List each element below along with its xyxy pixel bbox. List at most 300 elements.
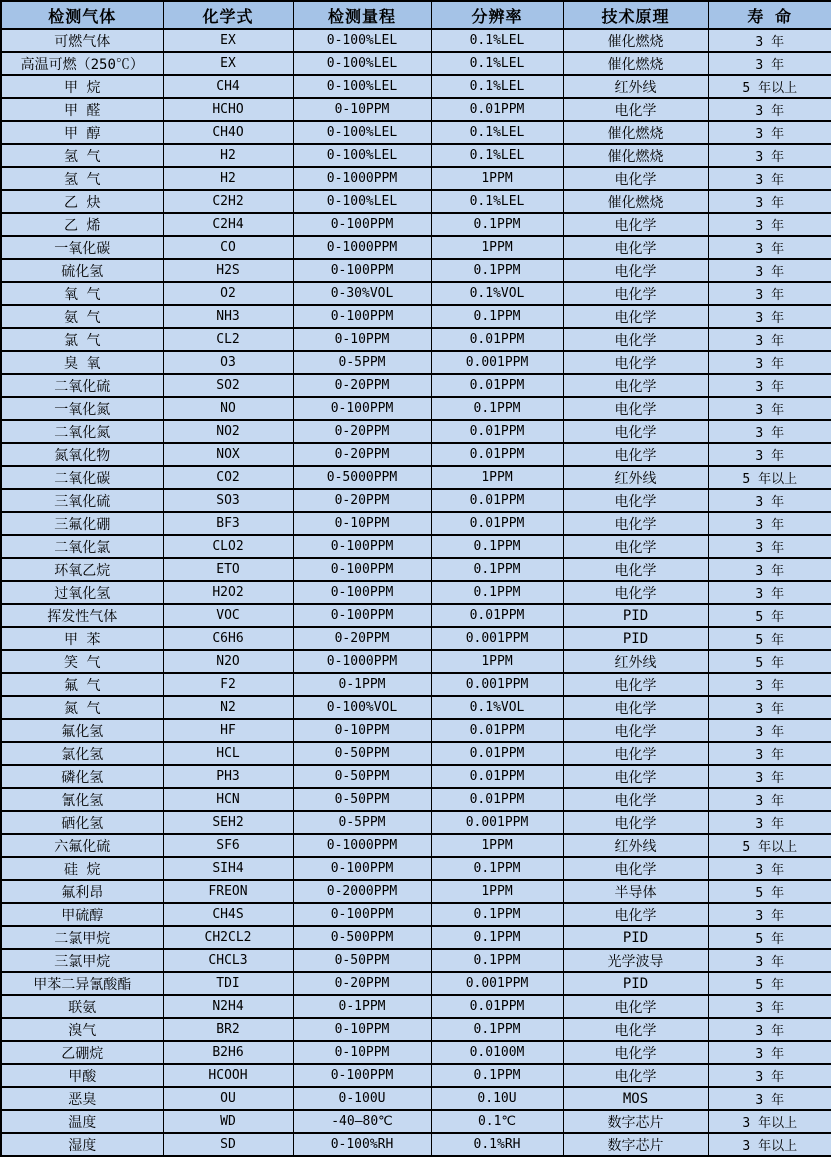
cell-resolution: 1PPM xyxy=(431,834,563,857)
cell-chemical-formula: C2H2 xyxy=(163,190,293,213)
cell-technology-principle: 数字芯片 xyxy=(563,1133,708,1156)
cell-chemical-formula: HF xyxy=(163,719,293,742)
cell-detection-range: 0-50PPM xyxy=(293,742,431,765)
cell-detection-range: 0-1PPM xyxy=(293,995,431,1018)
cell-resolution: 0.01PPM xyxy=(431,420,563,443)
cell-chemical-formula: NO xyxy=(163,397,293,420)
cell-detection-range: 0-100PPM xyxy=(293,581,431,604)
cell-lifespan: 3 年 xyxy=(708,29,831,52)
cell-resolution: 0.1℃ xyxy=(431,1110,563,1133)
table-row xyxy=(1,650,831,673)
table-row xyxy=(1,443,831,466)
cell-chemical-formula: PH3 xyxy=(163,765,293,788)
cell-resolution: 0.01PPM xyxy=(431,604,563,627)
cell-resolution: 0.1PPM xyxy=(431,1064,563,1087)
cell-technology-principle: 电化学 xyxy=(563,236,708,259)
cell-detection-range: 0-100PPM xyxy=(293,213,431,236)
cell-lifespan: 3 年 xyxy=(708,98,831,121)
cell-technology-principle: 电化学 xyxy=(563,811,708,834)
table-row xyxy=(1,742,831,765)
cell-chemical-formula: HCL xyxy=(163,742,293,765)
cell-technology-principle: 红外线 xyxy=(563,466,708,489)
cell-lifespan: 3 年 xyxy=(708,121,831,144)
cell-resolution: 0.1PPM xyxy=(431,581,563,604)
cell-lifespan: 3 年 xyxy=(708,903,831,926)
cell-gas-name: 乙 烯 xyxy=(1,213,163,236)
cell-detection-range: 0-500PPM xyxy=(293,926,431,949)
table-row xyxy=(1,995,831,1018)
table-row xyxy=(1,167,831,190)
cell-detection-range: 0-100%LEL xyxy=(293,190,431,213)
table-header xyxy=(1,1,831,29)
table-row xyxy=(1,1041,831,1064)
cell-lifespan: 3 年 xyxy=(708,673,831,696)
table-row xyxy=(1,696,831,719)
cell-lifespan: 3 年 xyxy=(708,489,831,512)
cell-lifespan: 5 年以上 xyxy=(708,834,831,857)
cell-lifespan: 3 年 xyxy=(708,374,831,397)
cell-lifespan: 3 年 xyxy=(708,52,831,75)
cell-lifespan: 3 年 xyxy=(708,696,831,719)
cell-chemical-formula: SIH4 xyxy=(163,857,293,880)
cell-technology-principle: MOS xyxy=(563,1087,708,1110)
cell-chemical-formula: O2 xyxy=(163,282,293,305)
table-row xyxy=(1,144,831,167)
cell-detection-range: 0-100%LEL xyxy=(293,75,431,98)
cell-chemical-formula: BR2 xyxy=(163,1018,293,1041)
table-row xyxy=(1,98,831,121)
cell-lifespan: 5 年 xyxy=(708,926,831,949)
cell-chemical-formula: CO2 xyxy=(163,466,293,489)
table-row xyxy=(1,765,831,788)
cell-detection-range: 0-1000PPM xyxy=(293,236,431,259)
cell-technology-principle: 电化学 xyxy=(563,282,708,305)
table-row xyxy=(1,857,831,880)
cell-resolution: 0.1PPM xyxy=(431,857,563,880)
cell-detection-range: 0-5000PPM xyxy=(293,466,431,489)
cell-detection-range: 0-10PPM xyxy=(293,719,431,742)
table-row xyxy=(1,719,831,742)
cell-resolution: 0.1PPM xyxy=(431,1018,563,1041)
cell-gas-name: 硫化氢 xyxy=(1,259,163,282)
cell-detection-range: 0-1000PPM xyxy=(293,167,431,190)
cell-technology-principle: 电化学 xyxy=(563,857,708,880)
table-row xyxy=(1,558,831,581)
cell-gas-name: 乙硼烷 xyxy=(1,1041,163,1064)
cell-technology-principle: 电化学 xyxy=(563,995,708,1018)
cell-chemical-formula: H2 xyxy=(163,167,293,190)
cell-technology-principle: 电化学 xyxy=(563,213,708,236)
cell-lifespan: 3 年 xyxy=(708,719,831,742)
cell-lifespan: 3 年 xyxy=(708,1087,831,1110)
cell-resolution: 1PPM xyxy=(431,236,563,259)
header-technology-principle: 技术原理 xyxy=(563,1,708,29)
cell-technology-principle: 电化学 xyxy=(563,788,708,811)
cell-gas-name: 甲 醇 xyxy=(1,121,163,144)
cell-chemical-formula: SEH2 xyxy=(163,811,293,834)
table-row xyxy=(1,236,831,259)
cell-detection-range: 0-100%LEL xyxy=(293,121,431,144)
cell-chemical-formula: SO2 xyxy=(163,374,293,397)
cell-chemical-formula: O3 xyxy=(163,351,293,374)
cell-chemical-formula: EX xyxy=(163,52,293,75)
cell-resolution: 0.1%LEL xyxy=(431,29,563,52)
table-row xyxy=(1,328,831,351)
cell-gas-name: 氢 气 xyxy=(1,167,163,190)
cell-resolution: 0.1PPM xyxy=(431,558,563,581)
table-row xyxy=(1,834,831,857)
cell-detection-range: 0-10PPM xyxy=(293,98,431,121)
cell-gas-name: 臭 氧 xyxy=(1,351,163,374)
cell-detection-range: 0-20PPM xyxy=(293,627,431,650)
cell-resolution: 0.1%LEL xyxy=(431,190,563,213)
cell-gas-name: 氯 气 xyxy=(1,328,163,351)
cell-technology-principle: 电化学 xyxy=(563,558,708,581)
cell-chemical-formula: OU xyxy=(163,1087,293,1110)
cell-detection-range: 0-50PPM xyxy=(293,949,431,972)
table-row xyxy=(1,1133,831,1156)
cell-lifespan: 3 年 xyxy=(708,144,831,167)
cell-detection-range: 0-100PPM xyxy=(293,397,431,420)
cell-gas-name: 笑 气 xyxy=(1,650,163,673)
cell-lifespan: 5 年 xyxy=(708,627,831,650)
cell-chemical-formula: HCOOH xyxy=(163,1064,293,1087)
cell-lifespan: 3 年 xyxy=(708,282,831,305)
cell-lifespan: 5 年 xyxy=(708,880,831,903)
cell-detection-range: 0-100PPM xyxy=(293,305,431,328)
cell-technology-principle: PID xyxy=(563,627,708,650)
cell-resolution: 0.10U xyxy=(431,1087,563,1110)
cell-gas-name: 磷化氢 xyxy=(1,765,163,788)
cell-chemical-formula: N2H4 xyxy=(163,995,293,1018)
cell-chemical-formula: CH2CL2 xyxy=(163,926,293,949)
table-row xyxy=(1,880,831,903)
cell-gas-name: 湿度 xyxy=(1,1133,163,1156)
table-row xyxy=(1,213,831,236)
header-resolution: 分辨率 xyxy=(431,1,563,29)
cell-gas-name: 氟化氢 xyxy=(1,719,163,742)
table-row xyxy=(1,374,831,397)
table-row xyxy=(1,512,831,535)
cell-gas-name: 恶臭 xyxy=(1,1087,163,1110)
cell-resolution: 0.1PPM xyxy=(431,305,563,328)
cell-detection-range: 0-10PPM xyxy=(293,512,431,535)
cell-technology-principle: 电化学 xyxy=(563,374,708,397)
cell-resolution: 0.01PPM xyxy=(431,374,563,397)
cell-gas-name: 氨 气 xyxy=(1,305,163,328)
cell-technology-principle: 电化学 xyxy=(563,535,708,558)
table-row xyxy=(1,420,831,443)
cell-gas-name: 甲硫醇 xyxy=(1,903,163,926)
cell-detection-range: 0-10PPM xyxy=(293,1018,431,1041)
cell-resolution: 0.1%LEL xyxy=(431,75,563,98)
table-row xyxy=(1,949,831,972)
cell-chemical-formula: N2O xyxy=(163,650,293,673)
cell-resolution: 0.1PPM xyxy=(431,259,563,282)
cell-detection-range: 0-100%VOL xyxy=(293,696,431,719)
cell-resolution: 0.0100M xyxy=(431,1041,563,1064)
cell-resolution: 0.001PPM xyxy=(431,972,563,995)
cell-technology-principle: 催化燃烧 xyxy=(563,144,708,167)
cell-gas-name: 氮 气 xyxy=(1,696,163,719)
table-row xyxy=(1,190,831,213)
cell-chemical-formula: CLO2 xyxy=(163,535,293,558)
cell-technology-principle: 红外线 xyxy=(563,834,708,857)
cell-resolution: 0.001PPM xyxy=(431,627,563,650)
cell-resolution: 0.001PPM xyxy=(431,673,563,696)
table-row xyxy=(1,604,831,627)
table-row xyxy=(1,811,831,834)
cell-detection-range: -40—80℃ xyxy=(293,1110,431,1133)
cell-detection-range: 0-20PPM xyxy=(293,374,431,397)
cell-lifespan: 5 年以上 xyxy=(708,75,831,98)
cell-gas-name: 二氧化硫 xyxy=(1,374,163,397)
cell-technology-principle: 电化学 xyxy=(563,1018,708,1041)
cell-lifespan: 3 年 xyxy=(708,581,831,604)
cell-resolution: 0.1PPM xyxy=(431,926,563,949)
table-row xyxy=(1,903,831,926)
cell-lifespan: 3 年 xyxy=(708,1064,831,1087)
cell-resolution: 0.01PPM xyxy=(431,489,563,512)
cell-gas-name: 甲苯二异氰酸酯 xyxy=(1,972,163,995)
cell-technology-principle: 电化学 xyxy=(563,1064,708,1087)
cell-gas-name: 氰化氢 xyxy=(1,788,163,811)
cell-lifespan: 3 年 xyxy=(708,857,831,880)
cell-gas-name: 挥发性气体 xyxy=(1,604,163,627)
cell-detection-range: 0-1000PPM xyxy=(293,650,431,673)
table-row xyxy=(1,466,831,489)
cell-chemical-formula: EX xyxy=(163,29,293,52)
table-row xyxy=(1,535,831,558)
cell-gas-name: 氧 气 xyxy=(1,282,163,305)
cell-lifespan: 3 年 xyxy=(708,788,831,811)
cell-resolution: 0.1%RH xyxy=(431,1133,563,1156)
cell-technology-principle: PID xyxy=(563,604,708,627)
cell-chemical-formula: HCN xyxy=(163,788,293,811)
cell-resolution: 0.01PPM xyxy=(431,719,563,742)
cell-detection-range: 0-100%LEL xyxy=(293,144,431,167)
table-row xyxy=(1,673,831,696)
cell-technology-principle: 催化燃烧 xyxy=(563,121,708,144)
cell-gas-name: 二氧化氮 xyxy=(1,420,163,443)
cell-resolution: 0.01PPM xyxy=(431,512,563,535)
cell-gas-name: 氮氧化物 xyxy=(1,443,163,466)
cell-chemical-formula: CL2 xyxy=(163,328,293,351)
cell-chemical-formula: SD xyxy=(163,1133,293,1156)
cell-gas-name: 三氟化硼 xyxy=(1,512,163,535)
cell-lifespan: 3 年 xyxy=(708,259,831,282)
cell-detection-range: 0-5PPM xyxy=(293,351,431,374)
cell-detection-range: 0-50PPM xyxy=(293,788,431,811)
cell-gas-name: 三氧化硫 xyxy=(1,489,163,512)
cell-chemical-formula: TDI xyxy=(163,972,293,995)
cell-lifespan: 3 年 xyxy=(708,236,831,259)
cell-lifespan: 3 年 xyxy=(708,558,831,581)
table-row xyxy=(1,29,831,52)
cell-detection-range: 0-20PPM xyxy=(293,489,431,512)
cell-technology-principle: 电化学 xyxy=(563,420,708,443)
table-row xyxy=(1,282,831,305)
cell-technology-principle: 催化燃烧 xyxy=(563,29,708,52)
cell-resolution: 1PPM xyxy=(431,466,563,489)
cell-resolution: 0.001PPM xyxy=(431,811,563,834)
cell-technology-principle: 电化学 xyxy=(563,696,708,719)
cell-resolution: 0.1%LEL xyxy=(431,52,563,75)
cell-technology-principle: 红外线 xyxy=(563,650,708,673)
cell-detection-range: 0-100PPM xyxy=(293,1064,431,1087)
cell-technology-principle: 电化学 xyxy=(563,98,708,121)
table-row xyxy=(1,305,831,328)
cell-resolution: 0.001PPM xyxy=(431,351,563,374)
cell-chemical-formula: WD xyxy=(163,1110,293,1133)
cell-resolution: 1PPM xyxy=(431,880,563,903)
cell-gas-name: 联氨 xyxy=(1,995,163,1018)
cell-gas-name: 乙 炔 xyxy=(1,190,163,213)
cell-technology-principle: 催化燃烧 xyxy=(563,190,708,213)
cell-detection-range: 0-100U xyxy=(293,1087,431,1110)
table-row xyxy=(1,581,831,604)
cell-gas-name: 氢 气 xyxy=(1,144,163,167)
cell-gas-name: 一氧化氮 xyxy=(1,397,163,420)
cell-technology-principle: 电化学 xyxy=(563,351,708,374)
table-row xyxy=(1,1087,831,1110)
cell-lifespan: 5 年 xyxy=(708,650,831,673)
cell-gas-name: 甲 苯 xyxy=(1,627,163,650)
cell-lifespan: 3 年 xyxy=(708,535,831,558)
table-row xyxy=(1,1064,831,1087)
cell-gas-name: 高温可燃（250℃） xyxy=(1,52,163,75)
cell-chemical-formula: SO3 xyxy=(163,489,293,512)
cell-gas-name: 环氧乙烷 xyxy=(1,558,163,581)
cell-lifespan: 3 年 xyxy=(708,190,831,213)
cell-gas-name: 氟利昂 xyxy=(1,880,163,903)
cell-detection-range: 0-10PPM xyxy=(293,1041,431,1064)
cell-technology-principle: 数字芯片 xyxy=(563,1110,708,1133)
cell-lifespan: 3 年 xyxy=(708,995,831,1018)
cell-lifespan: 3 年 xyxy=(708,765,831,788)
cell-lifespan: 5 年以上 xyxy=(708,466,831,489)
cell-technology-principle: PID xyxy=(563,926,708,949)
cell-chemical-formula: N2 xyxy=(163,696,293,719)
cell-gas-name: 甲 烷 xyxy=(1,75,163,98)
cell-gas-name: 六氟化硫 xyxy=(1,834,163,857)
cell-detection-range: 0-5PPM xyxy=(293,811,431,834)
cell-chemical-formula: B2H6 xyxy=(163,1041,293,1064)
header-lifespan: 寿 命 xyxy=(708,1,831,29)
cell-technology-principle: 电化学 xyxy=(563,259,708,282)
cell-resolution: 0.1%LEL xyxy=(431,144,563,167)
cell-resolution: 0.1PPM xyxy=(431,535,563,558)
cell-chemical-formula: NH3 xyxy=(163,305,293,328)
cell-gas-name: 二氧化氯 xyxy=(1,535,163,558)
table-row xyxy=(1,397,831,420)
table-row xyxy=(1,121,831,144)
cell-technology-principle: 电化学 xyxy=(563,903,708,926)
cell-technology-principle: 电化学 xyxy=(563,489,708,512)
cell-chemical-formula: VOC xyxy=(163,604,293,627)
cell-lifespan: 3 年 xyxy=(708,443,831,466)
cell-resolution: 0.01PPM xyxy=(431,443,563,466)
cell-detection-range: 0-100PPM xyxy=(293,857,431,880)
cell-lifespan: 5 年 xyxy=(708,972,831,995)
cell-resolution: 0.01PPM xyxy=(431,788,563,811)
cell-chemical-formula: CH4O xyxy=(163,121,293,144)
cell-detection-range: 0-30%VOL xyxy=(293,282,431,305)
cell-gas-name: 甲酸 xyxy=(1,1064,163,1087)
cell-chemical-formula: H2S xyxy=(163,259,293,282)
cell-chemical-formula: C6H6 xyxy=(163,627,293,650)
cell-gas-name: 甲 醛 xyxy=(1,98,163,121)
cell-resolution: 0.1%LEL xyxy=(431,121,563,144)
cell-resolution: 0.1%VOL xyxy=(431,696,563,719)
cell-resolution: 0.01PPM xyxy=(431,742,563,765)
cell-technology-principle: 电化学 xyxy=(563,581,708,604)
cell-lifespan: 3 年 xyxy=(708,167,831,190)
cell-technology-principle: 电化学 xyxy=(563,328,708,351)
cell-lifespan: 3 年 xyxy=(708,305,831,328)
cell-lifespan: 3 年以上 xyxy=(708,1110,831,1133)
cell-chemical-formula: CHCL3 xyxy=(163,949,293,972)
cell-resolution: 0.01PPM xyxy=(431,98,563,121)
cell-detection-range: 0-100%LEL xyxy=(293,29,431,52)
cell-lifespan: 3 年以上 xyxy=(708,1133,831,1156)
cell-detection-range: 0-10PPM xyxy=(293,328,431,351)
cell-lifespan: 5 年 xyxy=(708,604,831,627)
cell-gas-name: 温度 xyxy=(1,1110,163,1133)
cell-gas-name: 过氧化氢 xyxy=(1,581,163,604)
cell-chemical-formula: SF6 xyxy=(163,834,293,857)
cell-chemical-formula: BF3 xyxy=(163,512,293,535)
cell-detection-range: 0-100PPM xyxy=(293,558,431,581)
cell-resolution: 0.1PPM xyxy=(431,397,563,420)
cell-lifespan: 3 年 xyxy=(708,512,831,535)
cell-lifespan: 3 年 xyxy=(708,213,831,236)
table-row xyxy=(1,1018,831,1041)
cell-detection-range: 0-20PPM xyxy=(293,420,431,443)
cell-technology-principle: 电化学 xyxy=(563,673,708,696)
cell-gas-name: 可燃气体 xyxy=(1,29,163,52)
cell-detection-range: 0-1PPM xyxy=(293,673,431,696)
table-body xyxy=(1,29,831,1156)
cell-lifespan: 3 年 xyxy=(708,742,831,765)
table-row xyxy=(1,351,831,374)
cell-resolution: 0.1%VOL xyxy=(431,282,563,305)
cell-resolution: 0.01PPM xyxy=(431,995,563,1018)
cell-chemical-formula: CH4 xyxy=(163,75,293,98)
cell-detection-range: 0-100PPM xyxy=(293,903,431,926)
cell-detection-range: 0-20PPM xyxy=(293,972,431,995)
cell-resolution: 0.01PPM xyxy=(431,328,563,351)
header-gas-name: 检测气体 xyxy=(1,1,163,29)
cell-detection-range: 0-100%RH xyxy=(293,1133,431,1156)
cell-technology-principle: 红外线 xyxy=(563,75,708,98)
cell-technology-principle: 电化学 xyxy=(563,397,708,420)
cell-technology-principle: 电化学 xyxy=(563,719,708,742)
cell-chemical-formula: CO xyxy=(163,236,293,259)
cell-chemical-formula: ETO xyxy=(163,558,293,581)
cell-technology-principle: 半导体 xyxy=(563,880,708,903)
table-row xyxy=(1,489,831,512)
cell-resolution: 0.1PPM xyxy=(431,213,563,236)
cell-technology-principle: 电化学 xyxy=(563,765,708,788)
cell-detection-range: 0-100PPM xyxy=(293,259,431,282)
cell-gas-name: 三氯甲烷 xyxy=(1,949,163,972)
cell-resolution: 0.1PPM xyxy=(431,903,563,926)
cell-detection-range: 0-1000PPM xyxy=(293,834,431,857)
cell-detection-range: 0-50PPM xyxy=(293,765,431,788)
cell-gas-name: 硅 烷 xyxy=(1,857,163,880)
cell-chemical-formula: F2 xyxy=(163,673,293,696)
